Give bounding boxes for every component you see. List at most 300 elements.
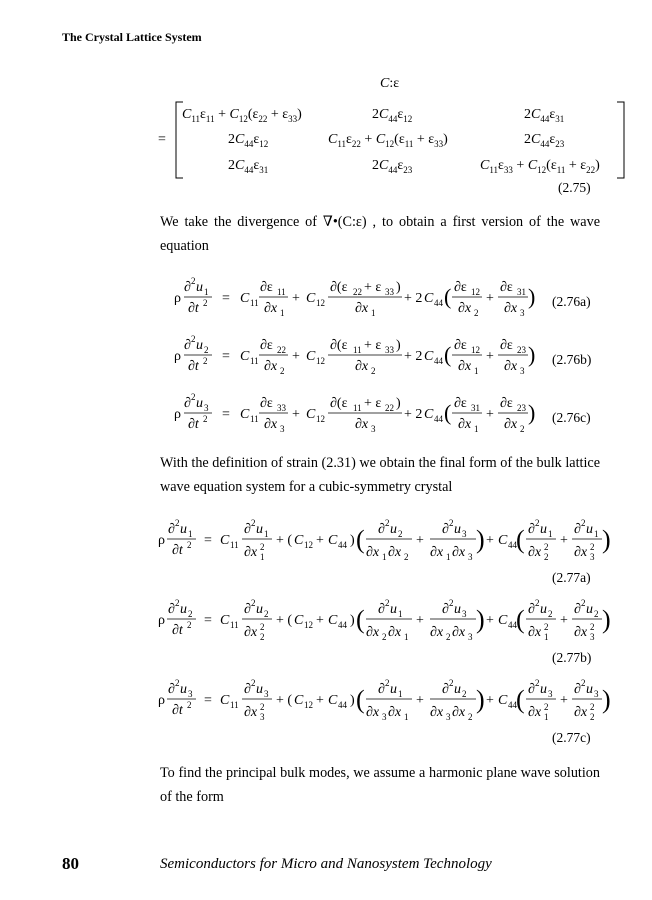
svg-text:11: 11	[230, 620, 239, 630]
svg-text:∂x: ∂x	[504, 417, 518, 432]
svg-text:u: u	[256, 682, 263, 697]
equation-number: (2.76a)	[552, 294, 591, 309]
svg-text:44: 44	[338, 620, 347, 630]
svg-text:44: 44	[508, 620, 517, 630]
svg-text:1: 1	[398, 609, 403, 619]
svg-text:2: 2	[251, 598, 256, 608]
svg-text:2: 2	[468, 712, 473, 722]
svg-text:2: 2	[251, 678, 256, 688]
svg-text:∂: ∂	[528, 682, 535, 697]
svg-text:23: 23	[517, 345, 526, 355]
svg-text:): )	[528, 284, 536, 309]
svg-text:∂: ∂	[184, 396, 191, 411]
svg-text:C: C	[424, 407, 434, 422]
svg-text:u: u	[586, 602, 593, 617]
svg-text:C: C	[240, 407, 250, 422]
svg-text:u: u	[180, 682, 187, 697]
svg-text:12: 12	[316, 414, 325, 424]
svg-text:∂: ∂	[378, 602, 385, 617]
paragraph: We take the divergence of ∇•(C:ε) , to obtain a first version of the wave equation	[160, 214, 600, 254]
svg-text:∂x: ∂x	[366, 705, 380, 720]
svg-text:+: +	[292, 407, 300, 422]
svg-text:): )	[476, 525, 485, 554]
svg-text:∂(ε: ∂(ε	[330, 396, 348, 411]
equals-sign: =	[158, 132, 166, 147]
svg-text:2: 2	[191, 276, 196, 286]
svg-text:12: 12	[304, 700, 313, 710]
svg-text:2: 2	[449, 518, 454, 528]
svg-text:22: 22	[385, 403, 394, 413]
svg-text:∂x: ∂x	[458, 301, 472, 316]
svg-text:∂ε: ∂ε	[500, 280, 513, 295]
svg-text:44: 44	[434, 298, 443, 308]
svg-text:(: (	[516, 685, 525, 714]
svg-text:C: C	[498, 533, 508, 548]
svg-text:44: 44	[508, 700, 517, 710]
svg-text:+ (: + (	[276, 693, 293, 708]
equation-2-77a	[158, 518, 611, 562]
svg-text:2: 2	[371, 366, 376, 376]
svg-text:): )	[476, 605, 485, 634]
svg-text:∂: ∂	[442, 522, 449, 537]
svg-text:2: 2	[581, 518, 586, 528]
svg-text:3: 3	[382, 712, 387, 722]
equation-number: (2.77b)	[552, 650, 592, 665]
svg-text:11: 11	[250, 356, 259, 366]
svg-text:∂: ∂	[528, 602, 535, 617]
svg-text:12: 12	[304, 540, 313, 550]
svg-text:23: 23	[517, 403, 526, 413]
svg-text:C: C	[328, 533, 338, 548]
svg-text:3: 3	[462, 529, 467, 539]
svg-text:1: 1	[474, 366, 479, 376]
svg-text:2: 2	[264, 609, 269, 619]
svg-text:u: u	[256, 522, 263, 537]
svg-text:C: C	[498, 693, 508, 708]
paragraph: With the definition of strain (2.31) we obtain the final form of the bulk lattice wave equation system for a cubic-symmetry crystal	[160, 455, 600, 495]
svg-text:2: 2	[590, 542, 595, 552]
svg-text:(: (	[444, 342, 452, 367]
svg-text:∂ε: ∂ε	[260, 280, 273, 295]
svg-text:∂x: ∂x	[264, 301, 278, 316]
svg-text:2: 2	[581, 678, 586, 688]
equation-number: (2.76c)	[552, 410, 591, 425]
svg-text:∂ε: ∂ε	[260, 396, 273, 411]
svg-text:u: u	[390, 602, 397, 617]
svg-text:2: 2	[535, 678, 540, 688]
svg-text:3: 3	[594, 689, 599, 699]
svg-text:2: 2	[594, 609, 599, 619]
svg-text:): )	[602, 605, 611, 634]
svg-text:∂x: ∂x	[528, 705, 542, 720]
svg-text:+: +	[486, 533, 494, 548]
svg-text:u: u	[540, 602, 547, 617]
svg-text:3: 3	[548, 689, 553, 699]
equation-number: (2.77a)	[552, 570, 591, 585]
svg-text:12: 12	[471, 345, 480, 355]
svg-text:∂: ∂	[184, 338, 191, 353]
svg-text:∂x: ∂x	[528, 625, 542, 640]
svg-text:+: +	[560, 693, 568, 708]
svg-text:11: 11	[230, 540, 239, 550]
svg-text:C: C	[294, 693, 304, 708]
svg-text:u: u	[454, 602, 461, 617]
svg-text:∂: ∂	[168, 682, 175, 697]
svg-text:3: 3	[590, 552, 595, 562]
svg-text:2: 2	[187, 620, 192, 630]
svg-text:2: 2	[548, 609, 553, 619]
svg-text:2: 2	[382, 632, 387, 642]
svg-text:∂x: ∂x	[355, 417, 369, 432]
svg-text:∂: ∂	[442, 602, 449, 617]
svg-text:u: u	[256, 602, 263, 617]
svg-text:(: (	[356, 685, 365, 714]
svg-text:12: 12	[316, 298, 325, 308]
svg-text:∂: ∂	[378, 522, 385, 537]
svg-text:3: 3	[468, 632, 473, 642]
svg-text:33: 33	[277, 403, 286, 413]
svg-text:11: 11	[353, 403, 362, 413]
svg-text:1: 1	[382, 552, 387, 562]
svg-text:33: 33	[385, 287, 394, 297]
svg-text:+ 2: + 2	[404, 349, 423, 364]
svg-text:∂x: ∂x	[430, 625, 444, 640]
svg-text:2: 2	[385, 518, 390, 528]
svg-text:∂t: ∂t	[188, 301, 199, 316]
svg-text:1: 1	[204, 287, 209, 297]
svg-text:∂(ε: ∂(ε	[330, 280, 348, 295]
svg-text:+: +	[416, 533, 424, 548]
svg-text:∂: ∂	[528, 522, 535, 537]
svg-text:12: 12	[304, 620, 313, 630]
svg-text:∂x: ∂x	[244, 545, 258, 560]
svg-text:): )	[602, 685, 611, 714]
svg-text:∂x: ∂x	[355, 301, 369, 316]
svg-text:u: u	[180, 522, 187, 537]
svg-text:33: 33	[385, 345, 394, 355]
svg-text:=: =	[222, 349, 230, 364]
svg-text:+: +	[292, 291, 300, 306]
svg-text:u: u	[196, 396, 203, 411]
equation-2-76c	[174, 392, 535, 434]
svg-text:∂x: ∂x	[430, 545, 444, 560]
book-title: Semiconductors for Micro and Nanosystem Technology	[160, 856, 492, 872]
matrix-cell-33: $C_{11}\varepsilon_{33} + C_{12}(\varepsilon_{11} + \varepsilon_{22})$	[480, 158, 600, 175]
svg-text:2: 2	[203, 414, 208, 424]
svg-text:2: 2	[203, 356, 208, 366]
svg-text:∂: ∂	[244, 522, 251, 537]
svg-text:1: 1	[188, 529, 193, 539]
svg-text:u: u	[196, 280, 203, 295]
equation-2-77c	[158, 678, 611, 722]
svg-text:∂: ∂	[574, 682, 581, 697]
svg-text:∂x: ∂x	[430, 705, 444, 720]
svg-text:1: 1	[404, 712, 409, 722]
svg-text:+ ε: + ε	[364, 396, 382, 411]
matrix-cell-22: $C_{11}\varepsilon_{22} + C_{12}(\varepsilon_{11} + \varepsilon_{33})$	[328, 132, 448, 149]
svg-text:): )	[602, 525, 611, 554]
c-colon-epsilon: C:ε	[380, 76, 400, 91]
svg-text:(: (	[444, 400, 452, 425]
equations-2-77	[0, 512, 652, 762]
svg-text:∂x: ∂x	[504, 301, 518, 316]
svg-text:2: 2	[449, 678, 454, 688]
svg-text:): )	[528, 342, 536, 367]
svg-text:∂x: ∂x	[244, 625, 258, 640]
svg-text:3: 3	[260, 712, 265, 722]
svg-text:3: 3	[520, 366, 525, 376]
svg-text:2: 2	[175, 518, 180, 528]
svg-text:44: 44	[434, 356, 443, 366]
svg-text:u: u	[540, 682, 547, 697]
svg-text:2: 2	[191, 334, 196, 344]
svg-text:∂x: ∂x	[366, 545, 380, 560]
svg-text:1: 1	[544, 632, 549, 642]
svg-text:(: (	[516, 605, 525, 634]
svg-text:+ 2: + 2	[404, 407, 423, 422]
svg-text:u: u	[180, 602, 187, 617]
svg-text:2: 2	[280, 366, 285, 376]
svg-text:2: 2	[188, 609, 193, 619]
svg-text:2: 2	[544, 552, 549, 562]
svg-text:2: 2	[385, 678, 390, 688]
svg-text:∂ε: ∂ε	[500, 338, 513, 353]
svg-text:2: 2	[581, 598, 586, 608]
svg-text:2: 2	[204, 345, 209, 355]
svg-text:22: 22	[277, 345, 286, 355]
svg-text:1: 1	[544, 712, 549, 722]
svg-text:): )	[350, 613, 355, 628]
svg-text:1: 1	[594, 529, 599, 539]
svg-text:∂x: ∂x	[574, 625, 588, 640]
svg-text:+: +	[486, 693, 494, 708]
svg-text:=: =	[204, 613, 212, 628]
svg-text:+: +	[316, 533, 324, 548]
svg-text:): )	[350, 693, 355, 708]
svg-text:u: u	[454, 682, 461, 697]
svg-text:): )	[396, 280, 401, 295]
svg-text:∂x: ∂x	[452, 545, 466, 560]
svg-text:+ (: + (	[276, 613, 293, 628]
svg-text:(: (	[356, 525, 365, 554]
svg-text:2: 2	[260, 542, 265, 552]
svg-text:3: 3	[520, 308, 525, 318]
svg-text:∂x: ∂x	[388, 545, 402, 560]
svg-text:+ ε: + ε	[364, 280, 382, 295]
svg-text:=: =	[222, 407, 230, 422]
svg-text:=: =	[204, 693, 212, 708]
svg-text:C: C	[306, 291, 316, 306]
svg-text:+: +	[316, 693, 324, 708]
svg-text:2: 2	[474, 308, 479, 318]
svg-text:=: =	[222, 291, 230, 306]
svg-text:u: u	[390, 522, 397, 537]
svg-text:∂x: ∂x	[458, 417, 472, 432]
svg-text:+: +	[486, 349, 494, 364]
matrix-cell-12: $2C_{44}\varepsilon_{12}$	[372, 107, 413, 124]
svg-text:(: (	[444, 284, 452, 309]
svg-text:∂x: ∂x	[504, 359, 518, 374]
svg-text:C: C	[240, 349, 250, 364]
svg-text:2: 2	[544, 702, 549, 712]
equation-number: (2.75)	[558, 180, 591, 195]
svg-text:2: 2	[398, 529, 403, 539]
svg-text:∂x: ∂x	[244, 705, 258, 720]
svg-text:2: 2	[260, 622, 265, 632]
equation-number: (2.77c)	[552, 730, 591, 745]
svg-text:∂: ∂	[168, 522, 175, 537]
svg-text:2: 2	[260, 702, 265, 712]
svg-text:∂t: ∂t	[172, 623, 183, 638]
svg-text:11: 11	[353, 345, 362, 355]
svg-text:2: 2	[187, 540, 192, 550]
svg-text:2: 2	[446, 632, 451, 642]
svg-text:∂x: ∂x	[452, 705, 466, 720]
svg-text:): )	[396, 338, 401, 353]
svg-text:C: C	[328, 613, 338, 628]
svg-text:ρ: ρ	[174, 349, 181, 364]
svg-text:C: C	[294, 613, 304, 628]
svg-text:3: 3	[468, 552, 473, 562]
svg-text:1: 1	[398, 689, 403, 699]
svg-text:44: 44	[508, 540, 517, 550]
svg-text:(: (	[516, 525, 525, 554]
svg-text:∂x: ∂x	[355, 359, 369, 374]
svg-text:∂x: ∂x	[452, 625, 466, 640]
svg-text:12: 12	[316, 356, 325, 366]
svg-text:∂ε: ∂ε	[454, 338, 467, 353]
svg-text:=: =	[204, 533, 212, 548]
svg-text:3: 3	[462, 609, 467, 619]
svg-text:∂ε: ∂ε	[260, 338, 273, 353]
page-number: 80	[62, 854, 79, 873]
svg-text:2: 2	[590, 712, 595, 722]
svg-text:2: 2	[175, 598, 180, 608]
svg-text:31: 31	[517, 287, 526, 297]
svg-text:C: C	[306, 349, 316, 364]
svg-text:∂x: ∂x	[388, 705, 402, 720]
svg-text:C: C	[220, 613, 230, 628]
svg-text:12: 12	[471, 287, 480, 297]
svg-text:∂: ∂	[442, 682, 449, 697]
svg-text:+: +	[486, 291, 494, 306]
svg-text:+: +	[292, 349, 300, 364]
svg-text:1: 1	[260, 552, 265, 562]
svg-text:∂t: ∂t	[172, 703, 183, 718]
matrix-cell-13: $2C_{44}\varepsilon_{31}$	[524, 107, 565, 124]
svg-text:): )	[528, 400, 536, 425]
svg-text:+: +	[486, 407, 494, 422]
svg-text:ρ: ρ	[174, 291, 181, 306]
svg-text:1: 1	[548, 529, 553, 539]
svg-text:∂: ∂	[244, 682, 251, 697]
svg-text:∂: ∂	[574, 602, 581, 617]
svg-text:1: 1	[446, 552, 451, 562]
matrix-cell-11: $C_{11}\varepsilon_{11} + C_{12}(\varepsilon_{22} + \varepsilon_{33})$	[182, 107, 302, 124]
svg-text:): )	[476, 685, 485, 714]
svg-text:2: 2	[590, 622, 595, 632]
svg-text:∂ε: ∂ε	[454, 280, 467, 295]
svg-text:∂x: ∂x	[574, 545, 588, 560]
svg-text:u: u	[540, 522, 547, 537]
svg-text:1: 1	[474, 424, 479, 434]
svg-text:∂x: ∂x	[366, 625, 380, 640]
svg-text:+: +	[560, 533, 568, 548]
svg-text:∂: ∂	[574, 522, 581, 537]
svg-text:u: u	[390, 682, 397, 697]
svg-text:11: 11	[250, 298, 259, 308]
svg-text:2: 2	[462, 689, 467, 699]
svg-text:2: 2	[260, 632, 265, 642]
svg-text:2: 2	[590, 702, 595, 712]
svg-text:2: 2	[203, 298, 208, 308]
svg-text:3: 3	[446, 712, 451, 722]
svg-text:44: 44	[434, 414, 443, 424]
svg-text:C: C	[498, 613, 508, 628]
svg-text:∂: ∂	[184, 280, 191, 295]
svg-text:C: C	[240, 291, 250, 306]
svg-text:C: C	[328, 693, 338, 708]
paragraph: To find the principal bulk modes, we assume a harmonic plane wave solution of the form	[160, 765, 600, 805]
equation-2-77b	[158, 598, 611, 642]
svg-text:+: +	[416, 693, 424, 708]
svg-text:11: 11	[277, 287, 286, 297]
svg-text:11: 11	[250, 414, 259, 424]
svg-text:3: 3	[371, 424, 376, 434]
svg-text:C: C	[220, 533, 230, 548]
svg-text:31: 31	[471, 403, 480, 413]
equation-number: (2.76b)	[552, 352, 592, 367]
svg-text:): )	[396, 396, 401, 411]
svg-text:): )	[350, 533, 355, 548]
svg-text:∂t: ∂t	[188, 417, 199, 432]
svg-text:∂ε: ∂ε	[454, 396, 467, 411]
svg-text:+ (: + (	[276, 533, 293, 548]
svg-text:ρ: ρ	[158, 693, 165, 708]
svg-text:u: u	[586, 682, 593, 697]
svg-text:1: 1	[280, 308, 285, 318]
svg-text:+ ε: + ε	[364, 338, 382, 353]
svg-text:C: C	[424, 349, 434, 364]
svg-text:∂x: ∂x	[264, 417, 278, 432]
svg-text:1: 1	[371, 308, 376, 318]
svg-text:∂: ∂	[244, 602, 251, 617]
svg-text:2: 2	[175, 678, 180, 688]
svg-text:3: 3	[188, 689, 193, 699]
svg-text:ρ: ρ	[174, 407, 181, 422]
svg-text:∂t: ∂t	[172, 543, 183, 558]
matrix-cell-31: $2C_{44}\varepsilon_{31}$	[228, 158, 269, 175]
svg-text:u: u	[454, 522, 461, 537]
svg-text:3: 3	[590, 632, 595, 642]
svg-text:ρ: ρ	[158, 613, 165, 628]
svg-text:44: 44	[338, 700, 347, 710]
svg-text:2: 2	[191, 392, 196, 402]
svg-text:∂x: ∂x	[458, 359, 472, 374]
svg-text:+: +	[486, 613, 494, 628]
svg-text:(: (	[356, 605, 365, 634]
svg-text:2: 2	[385, 598, 390, 608]
svg-text:44: 44	[338, 540, 347, 550]
svg-text:u: u	[586, 522, 593, 537]
svg-text:2: 2	[535, 518, 540, 528]
svg-text:1: 1	[264, 529, 269, 539]
equation-2-76a	[174, 276, 535, 318]
svg-text:3: 3	[280, 424, 285, 434]
svg-text:C: C	[220, 693, 230, 708]
svg-text:∂ε: ∂ε	[500, 396, 513, 411]
svg-text:3: 3	[264, 689, 269, 699]
